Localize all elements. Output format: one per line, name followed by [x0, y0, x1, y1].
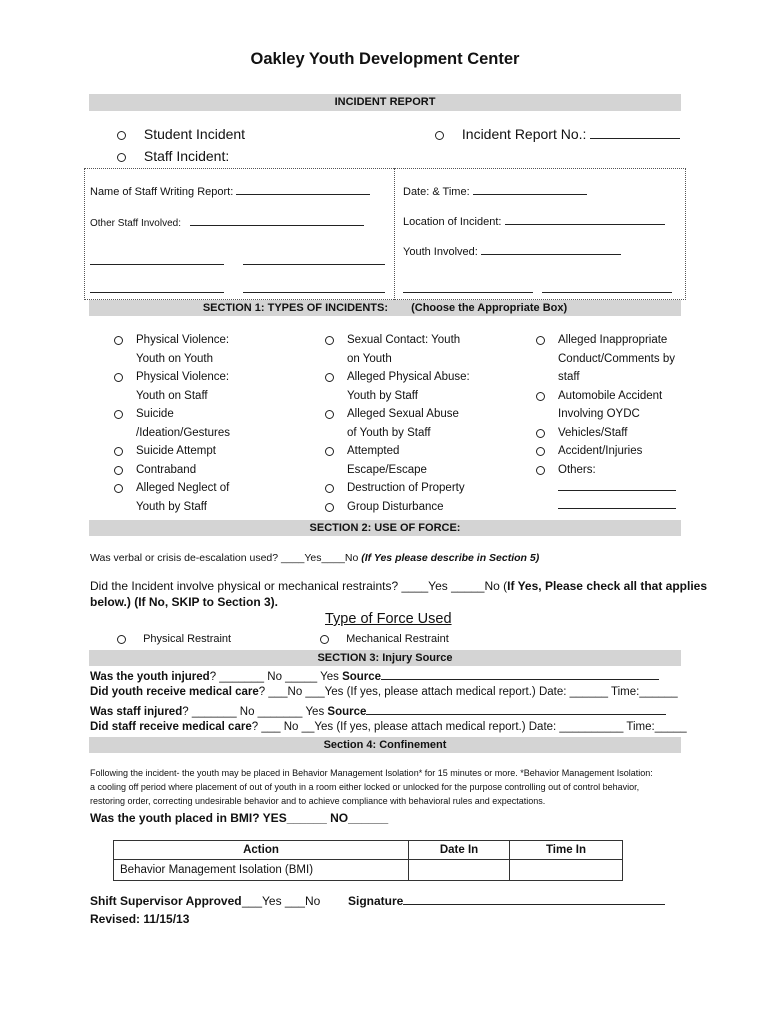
others-line-2[interactable]: [558, 498, 676, 509]
bmi-paragraph-3: restoring order, correcting undesirable behavior and to achieve compliance with behavioral rules and expectations.: [90, 796, 546, 806]
other-staff-label: Other Staff Involved:: [90, 218, 181, 229]
opt-suicide-attempt[interactable]: [136, 442, 230, 461]
mechanical-restraint-option[interactable]: [320, 633, 449, 645]
opt-vehicles-staff[interactable]: [558, 424, 676, 443]
report-no-label: Incident Report No.:: [461, 126, 587, 142]
item-label: Contraband: [136, 463, 197, 476]
location-line[interactable]: [505, 214, 665, 225]
radio-icon[interactable]: [114, 373, 123, 382]
staff-medical-options: ? ___ No __Yes (If yes, please attach medical report.) Date: __________ Time:_____: [251, 721, 687, 733]
section1-col3: [558, 331, 676, 515]
force-heading: Type of Force Used: [325, 611, 452, 627]
staff-injured-options: ? _______ No _______ Yes: [182, 706, 328, 718]
other-staff-field[interactable]: [90, 215, 364, 229]
item-label: Others:: [558, 463, 596, 476]
opt-physical-violence-youth[interactable]: [136, 331, 230, 368]
action-header: Action: [114, 841, 409, 860]
q2-text: Did the Incident involve physical or mechanical restraints? ____Yes _____No (: [90, 579, 508, 593]
opt-attempted-escape[interactable]: [347, 442, 470, 479]
section1-col1: [136, 331, 230, 516]
incident-report-no[interactable]: [435, 126, 680, 142]
item-label: Group Disturbance: [347, 500, 444, 513]
item-label: Youth by Staff: [136, 500, 207, 513]
item-label: /Ideation/Gestures: [136, 426, 230, 439]
item-label: on Youth: [347, 352, 392, 365]
staff-source-label: Source: [327, 706, 367, 718]
section1-col2: [347, 331, 470, 516]
section1-hint: (Choose the Appropriate Box): [411, 302, 568, 314]
q1-note: (If Yes please describe in Section 5): [361, 552, 540, 564]
location-field[interactable]: [403, 214, 665, 228]
deescalation-question: [90, 552, 539, 564]
signature-line[interactable]: [403, 894, 665, 905]
radio-icon[interactable]: [114, 336, 123, 345]
staff-incident-label: Staff Incident:: [143, 148, 230, 164]
item-label: Alleged Neglect of: [136, 482, 230, 494]
opt-accident-injuries[interactable]: [558, 442, 676, 461]
info-box-divider: [394, 168, 395, 300]
item-label: Involving OYDC: [558, 408, 640, 420]
item-label: Youth by Staff: [347, 389, 418, 402]
time-in-header: Time In: [510, 841, 623, 860]
others-line-1[interactable]: [558, 480, 676, 491]
report-no-line[interactable]: [590, 128, 680, 139]
youth-involved-line[interactable]: [481, 244, 621, 255]
other-staff-lines-row2[interactable]: [90, 282, 385, 296]
other-staff-lines-row1[interactable]: [90, 254, 385, 268]
bmi-action-cell: Behavior Management Isolation (BMI): [114, 860, 409, 881]
restraints-question: [90, 579, 707, 593]
opt-alleged-sexual-abuse[interactable]: [347, 405, 470, 442]
others-line-1-row[interactable]: [558, 479, 676, 497]
opt-alleged-neglect[interactable]: [136, 479, 230, 516]
physical-restraint-label: Physical Restraint: [143, 633, 232, 645]
item-label: of Youth by Staff: [347, 426, 431, 439]
date-in-cell[interactable]: [409, 860, 510, 881]
item-label: staff: [558, 371, 580, 383]
item-label: Attempted: [347, 445, 400, 457]
item-label: Physical Violence:: [136, 334, 230, 346]
youth-medical-label: Did youth receive medical care: [90, 686, 259, 698]
radio-icon[interactable]: [536, 336, 545, 345]
staff-writing-line[interactable]: [236, 184, 370, 195]
section1-bar: [89, 300, 681, 316]
radio-icon[interactable]: [114, 484, 123, 493]
item-label: Escape/Escape: [347, 463, 427, 476]
item-label: Alleged Physical Abuse:: [347, 371, 470, 383]
opt-suicide[interactable]: [136, 405, 230, 442]
opt-contraband[interactable]: [136, 461, 230, 480]
staff-incident-radio[interactable]: [117, 153, 126, 162]
youth-source-label: Source: [342, 671, 382, 683]
opt-group-disturbance[interactable]: [347, 498, 470, 517]
date-time-field[interactable]: [403, 184, 587, 198]
bmi-table: [113, 840, 623, 881]
physical-restraint-radio[interactable]: [117, 635, 126, 644]
bmi-question: Was the youth placed in BMI? YES______ NO______: [90, 811, 389, 825]
section2-bar: SECTION 2: USE OF FORCE:: [89, 520, 681, 536]
youth-involved-field[interactable]: [403, 244, 621, 258]
radio-icon[interactable]: [114, 466, 123, 475]
youth-injured-label: Was the youth injured: [90, 671, 210, 683]
q1-text: Was verbal or crisis de-escalation used? ____Yes____No: [90, 552, 362, 564]
incident-report-bar: INCIDENT REPORT: [89, 94, 681, 111]
student-incident-option[interactable]: [117, 126, 245, 142]
item-label: Vehicles/Staff: [558, 426, 628, 439]
youth-line-3[interactable]: [542, 282, 672, 293]
student-incident-label: Student Incident: [143, 126, 246, 142]
item-label: Automobile Accident: [558, 389, 663, 402]
opt-sexual-contact[interactable]: [347, 331, 470, 368]
radio-icon[interactable]: [536, 392, 545, 401]
location-label: Location of Incident:: [403, 216, 502, 228]
item-label: Youth on Youth: [136, 352, 213, 365]
radio-icon[interactable]: [114, 447, 123, 456]
other-staff-line-5[interactable]: [243, 282, 385, 293]
q2-note: If Yes, Please check all that applies: [507, 579, 708, 593]
opt-alleged-physical-abuse[interactable]: [347, 368, 470, 405]
opt-others[interactable]: [558, 461, 676, 480]
mechanical-restraint-label: Mechanical Restraint: [346, 633, 449, 645]
radio-icon[interactable]: [325, 484, 334, 493]
supervisor-yes-no[interactable]: ___Yes ___No: [242, 894, 321, 908]
mechanical-restraint-radio[interactable]: [320, 635, 329, 644]
radio-icon[interactable]: [325, 336, 334, 345]
table-header-row: [114, 841, 623, 860]
section4-bar: Section 4: Confinement: [89, 737, 681, 753]
opt-alleged-inappropriate[interactable]: [558, 331, 676, 387]
other-staff-line-4[interactable]: [90, 282, 224, 293]
item-label: Physical Violence:: [136, 371, 230, 383]
physical-restraint-option[interactable]: [117, 633, 231, 645]
date-time-label: Date: & Time:: [403, 186, 470, 198]
other-staff-line[interactable]: [190, 215, 364, 226]
staff-medical-row[interactable]: [90, 721, 687, 733]
radio-icon[interactable]: [536, 447, 545, 456]
table-row: [114, 860, 623, 881]
time-in-cell[interactable]: [510, 860, 623, 881]
item-label: Suicide Attempt: [136, 445, 216, 457]
revised-date: Revised: 11/15/13: [90, 912, 190, 926]
opt-automobile-accident[interactable]: [558, 387, 676, 424]
youth-involved-lines[interactable]: [403, 282, 672, 296]
report-no-radio[interactable]: [435, 131, 444, 140]
staff-source-line[interactable]: [366, 704, 666, 715]
radio-icon[interactable]: [325, 410, 334, 419]
page-title: Oakley Youth Development Center: [250, 50, 520, 68]
bmi-paragraph-2: a cooling off period where placement of out of youth in a room either locked or unlocked for the purpose controlling out of control behavior,: [90, 782, 640, 792]
signature-label: Signature: [348, 894, 404, 908]
q2-skip-note: below.) (If No, SKIP to Section 3).: [90, 595, 279, 609]
radio-icon[interactable]: [325, 503, 334, 512]
staff-writing-label: Name of Staff Writing Report:: [90, 186, 234, 198]
radio-icon[interactable]: [325, 447, 334, 456]
youth-source-line[interactable]: [381, 669, 659, 680]
item-label: Destruction of Property: [347, 482, 465, 494]
radio-icon[interactable]: [325, 373, 334, 382]
item-label: Conduct/Comments by: [558, 352, 675, 365]
youth-medical-options: ? ___No ___Yes (If yes, please attach medical report.) Date: ______ Time:______: [258, 686, 678, 698]
radio-icon[interactable]: [114, 410, 123, 419]
staff-medical-label: Did staff receive medical care: [90, 721, 252, 733]
radio-icon[interactable]: [536, 429, 545, 438]
youth-line-2[interactable]: [403, 282, 533, 293]
item-label: Alleged Inappropriate: [558, 334, 668, 346]
other-staff-line-2[interactable]: [90, 254, 224, 265]
other-staff-line-3[interactable]: [243, 254, 385, 265]
staff-writing-field[interactable]: [90, 184, 370, 198]
item-label: Suicide: [136, 408, 174, 420]
youth-injured-row[interactable]: [90, 669, 659, 683]
staff-injured-row[interactable]: [90, 704, 666, 718]
item-label: Accident/Injuries: [558, 445, 643, 457]
signature-field[interactable]: [348, 894, 665, 908]
staff-injured-label: Was staff injured: [90, 706, 183, 718]
youth-involved-label: Youth Involved:: [403, 246, 478, 258]
student-incident-radio[interactable]: [117, 131, 126, 140]
item-label: Alleged Sexual Abuse: [347, 408, 459, 420]
date-in-header: Date In: [409, 841, 510, 860]
bmi-paragraph-1: Following the incident- the youth may be placed in Behavior Management Isolation* for 15 minutes or more. *Behavior Management Isolation:: [90, 768, 653, 778]
section1-title: SECTION 1: TYPES OF INCIDENTS:: [202, 302, 389, 314]
youth-injured-options: ? _______ No _____ Yes: [209, 671, 343, 683]
opt-physical-violence-staff[interactable]: [136, 368, 230, 405]
youth-medical-row[interactable]: [90, 686, 678, 698]
item-label: Sexual Contact: Youth: [347, 334, 461, 346]
radio-icon[interactable]: [536, 466, 545, 475]
others-line-2-row[interactable]: [558, 497, 676, 515]
opt-destruction-property[interactable]: [347, 479, 470, 498]
item-label: Youth on Staff: [136, 389, 208, 402]
section3-bar: SECTION 3: Injury Source: [89, 650, 681, 666]
staff-incident-option[interactable]: [117, 148, 229, 164]
date-time-line[interactable]: [473, 184, 587, 195]
supervisor-approved-label: Shift Supervisor Approved: [90, 894, 242, 908]
